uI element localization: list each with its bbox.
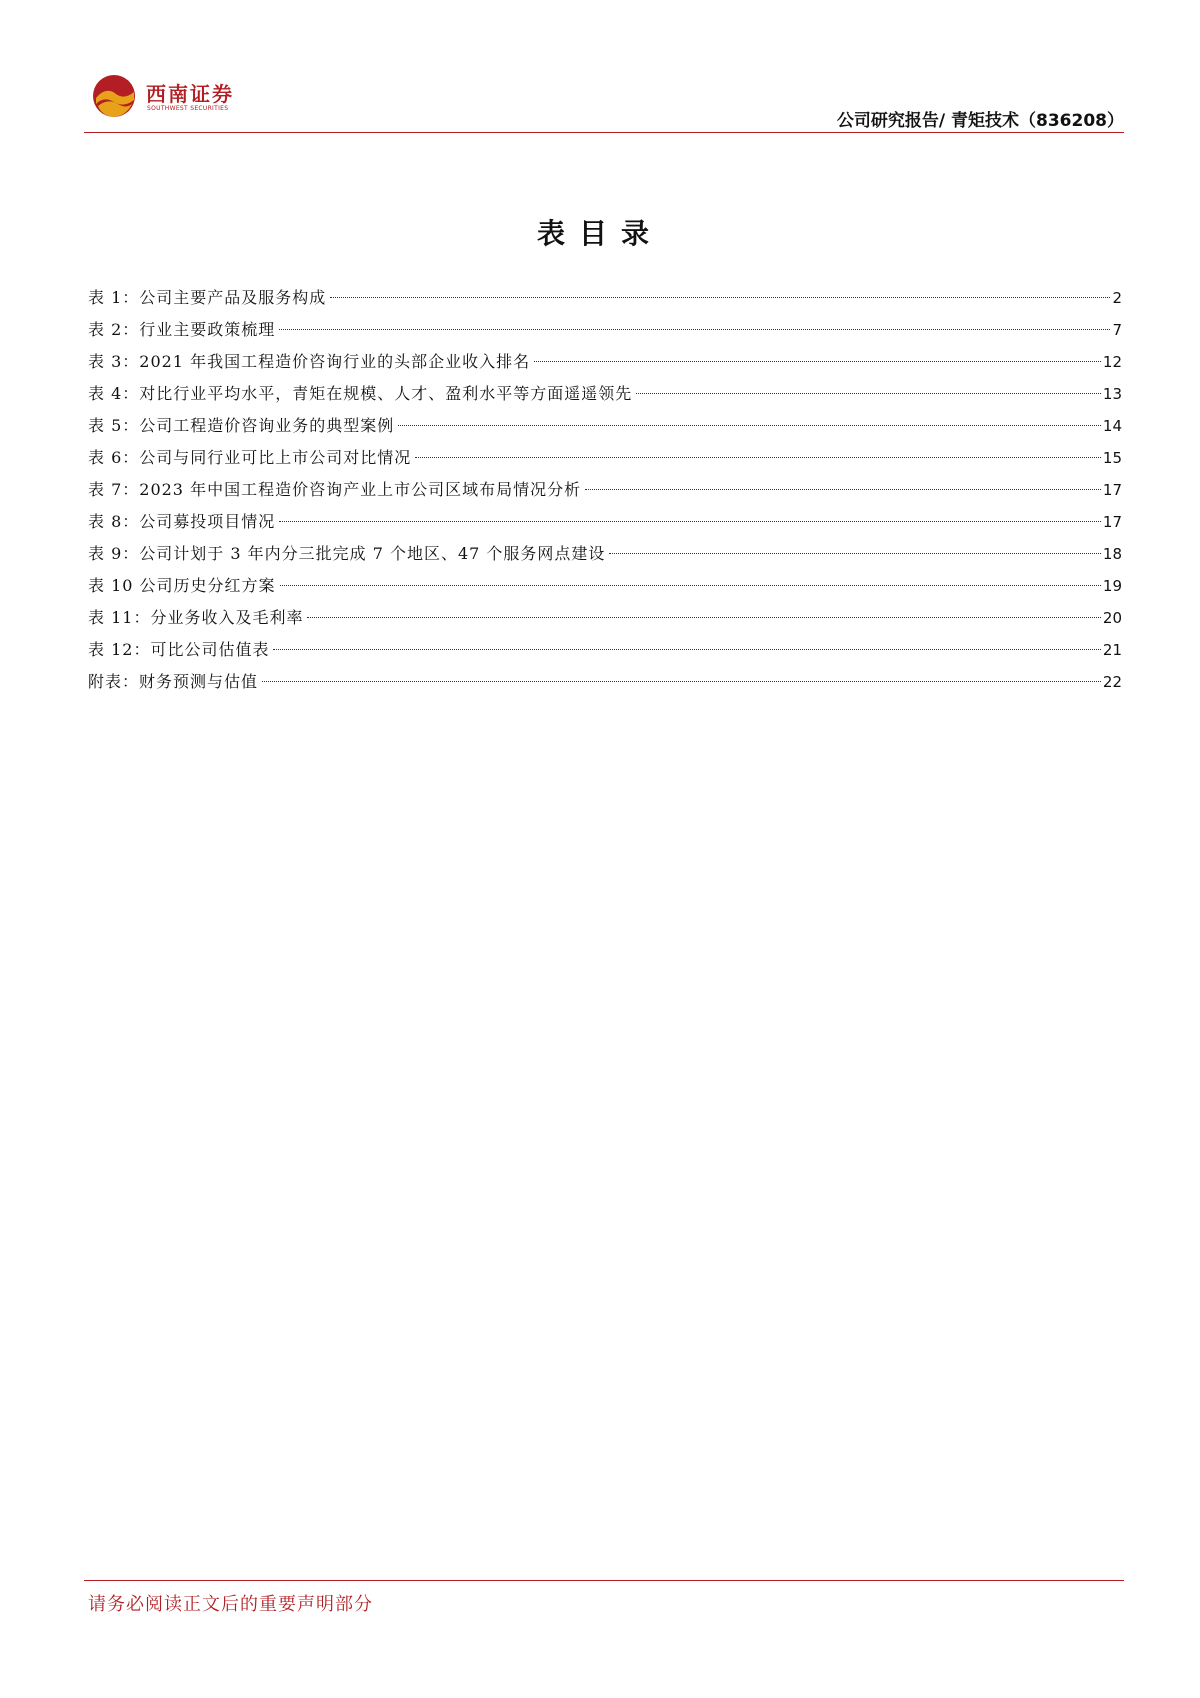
logo-text-en: SOUTHWEST SECURITIES xyxy=(147,105,229,112)
toc-entry-label: 表 5：公司工程造价咨询业务的典型案例 xyxy=(88,416,395,435)
toc-entry-label: 表 10 公司历史分红方案 xyxy=(88,576,276,595)
toc-entry-page: 21 xyxy=(1102,641,1122,659)
toc-entry-page: 20 xyxy=(1102,609,1122,627)
toc-entry-label: 表 11：分业务收入及毛利率 xyxy=(88,608,304,627)
toc-entry[interactable] xyxy=(88,346,1122,378)
toc-leader-dots xyxy=(262,681,1101,682)
toc-leader-dots xyxy=(279,521,1101,522)
logo-sun-icon xyxy=(92,74,136,118)
toc-leader-dots xyxy=(273,649,1100,650)
table-of-contents xyxy=(88,282,1122,698)
toc-entry[interactable] xyxy=(88,442,1122,474)
toc-entry-page: 14 xyxy=(1102,417,1122,435)
header-divider xyxy=(84,132,1124,133)
logo-text-cn: 西南证券 xyxy=(146,82,234,106)
toc-leader-dots xyxy=(330,297,1110,298)
toc-leader-dots xyxy=(636,393,1101,394)
toc-entry-label: 表 8：公司募投项目情况 xyxy=(88,512,276,531)
toc-leader-dots xyxy=(279,329,1110,330)
footer-divider xyxy=(84,1580,1124,1581)
toc-entry-label: 表 7：2023 年中国工程造价咨询产业上市公司区域布局情况分析 xyxy=(88,480,582,499)
toc-entry[interactable] xyxy=(88,570,1122,602)
toc-entry-page: 13 xyxy=(1102,385,1122,403)
toc-entry[interactable] xyxy=(88,666,1122,698)
toc-leader-dots xyxy=(585,489,1101,490)
toc-entry-label: 表 4：对比行业平均水平，青矩在规模、人才、盈利水平等方面遥遥领先 xyxy=(88,384,633,403)
toc-leader-dots xyxy=(280,585,1101,586)
toc-entry[interactable] xyxy=(88,410,1122,442)
toc-entry-page: 12 xyxy=(1102,353,1122,371)
toc-entry-page: 18 xyxy=(1102,545,1122,563)
toc-entry[interactable] xyxy=(88,602,1122,634)
toc-entry-label: 附表：财务预测与估值 xyxy=(88,672,259,691)
toc-entry-page: 19 xyxy=(1102,577,1122,595)
toc-entry-label: 表 1：公司主要产品及服务构成 xyxy=(88,288,327,307)
toc-leader-dots xyxy=(609,553,1100,554)
toc-entry[interactable] xyxy=(88,378,1122,410)
toc-leader-dots xyxy=(307,617,1100,618)
toc-entry-label: 表 3：2021 年我国工程造价咨询行业的头部企业收入排名 xyxy=(88,352,531,371)
toc-leader-dots xyxy=(534,361,1101,362)
toc-entry-label: 表 9：公司计划于 3 年内分三批完成 7 个地区、47 个服务网点建设 xyxy=(88,544,606,563)
toc-leader-dots xyxy=(398,425,1101,426)
toc-entry-page: 22 xyxy=(1102,673,1122,691)
toc-leader-dots xyxy=(415,457,1101,458)
toc-entry[interactable] xyxy=(88,474,1122,506)
company-logo xyxy=(92,74,262,126)
report-header-title: 公司研究报告/ 青矩技术（836208） xyxy=(836,111,1124,131)
toc-entry[interactable] xyxy=(88,314,1122,346)
toc-entry-label: 表 2：行业主要政策梳理 xyxy=(88,320,276,339)
toc-entry-page: 2 xyxy=(1112,289,1122,307)
toc-entry-page: 17 xyxy=(1102,513,1122,531)
page-title: 表目录 xyxy=(536,217,663,250)
toc-entry-label: 表 6：公司与同行业可比上市公司对比情况 xyxy=(88,448,412,467)
disclaimer-note: 请务必阅读正文后的重要声明部分 xyxy=(88,1594,373,1615)
toc-entry-page: 7 xyxy=(1112,321,1122,339)
toc-entry[interactable] xyxy=(88,282,1122,314)
toc-entry[interactable] xyxy=(88,538,1122,570)
toc-entry-page: 17 xyxy=(1102,481,1122,499)
toc-entry[interactable] xyxy=(88,634,1122,666)
toc-entry-page: 15 xyxy=(1102,449,1122,467)
toc-entry[interactable] xyxy=(88,506,1122,538)
toc-entry-label: 表 12：可比公司估值表 xyxy=(88,640,270,659)
